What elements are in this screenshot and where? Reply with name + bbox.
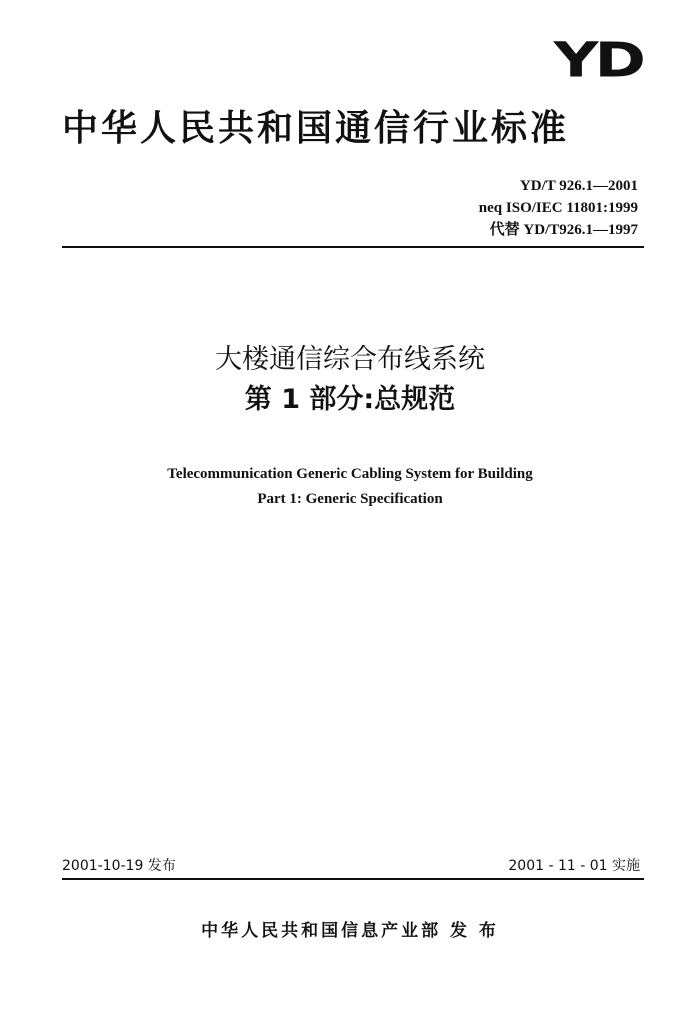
footer-divider xyxy=(62,878,644,880)
publisher: 中华人民共和国信息产业部 发 布 xyxy=(201,921,499,941)
standard-category-title: 中华人民共和国通信行业标准 xyxy=(62,108,570,149)
chinese-title-line1: 大楼通信综合布线系统 xyxy=(215,344,485,375)
issue-date: 2001-10-19 发布 xyxy=(62,858,176,874)
english-title-line1: Telecommunication Generic Cabling System for Building xyxy=(167,466,533,482)
chinese-title-line2: 第 1 部分:总规范 xyxy=(244,384,456,415)
replaces-note: 代替 YD/T926.1—1997 xyxy=(489,222,638,238)
equivalence-note: neq ISO/IEC 11801:1999 xyxy=(478,200,638,216)
standard-identifiers xyxy=(479,175,638,241)
chinese-title xyxy=(0,340,700,420)
implementation-date: 2001 - 11 - 01 实施 xyxy=(508,858,640,874)
yd-logo: YD xyxy=(553,31,642,89)
header-divider xyxy=(62,246,644,248)
english-title-line2: Part 1: Generic Specification xyxy=(257,491,443,507)
english-title xyxy=(0,462,700,512)
standard-number: YD/T 926.1—2001 xyxy=(519,178,638,194)
